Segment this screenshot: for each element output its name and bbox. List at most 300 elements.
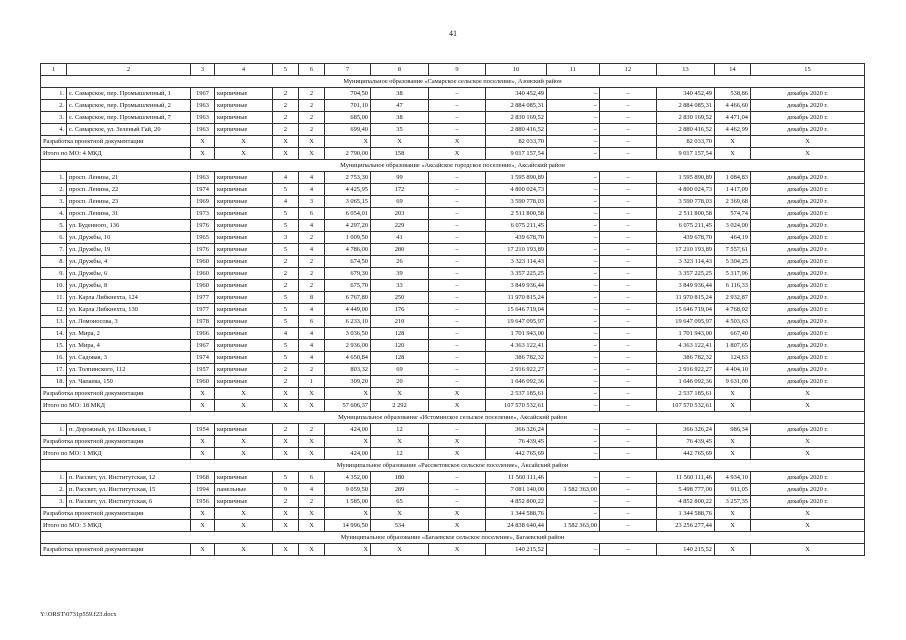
- table-cell: 69: [371, 196, 429, 208]
- summary-cell: X: [325, 544, 371, 556]
- table-cell: 5: [273, 220, 299, 232]
- column-number: 3: [191, 64, 215, 76]
- table-cell: 1960: [191, 256, 215, 268]
- table-cell: –: [547, 472, 600, 484]
- table-cell: 667,40: [715, 328, 751, 340]
- table-cell: 464,19: [715, 232, 751, 244]
- table-cell: ул. Дружбы, 8: [67, 280, 191, 292]
- table-cell: 1974: [191, 184, 215, 196]
- table-cell: 6: [299, 316, 325, 328]
- table-cell: 4 352,00: [325, 472, 371, 484]
- table-cell: 1.: [41, 472, 67, 484]
- summary-cell: X: [751, 436, 865, 448]
- table-cell: –: [429, 172, 486, 184]
- table-cell: 19 647 095,97: [486, 316, 547, 328]
- table-cell: ул. Мира, 4: [67, 340, 191, 352]
- table-cell: 386 782,32: [486, 352, 547, 364]
- summary-cell: X: [299, 136, 325, 148]
- table-cell: 6: [299, 208, 325, 220]
- summary-cell: X: [299, 544, 325, 556]
- housing-repair-table: [40, 63, 865, 556]
- table-cell: 14.: [41, 328, 67, 340]
- table-cell: декабрь 2020 г.: [751, 280, 865, 292]
- table-cell: 704,50: [325, 88, 371, 100]
- summary-cell: 424,00: [325, 448, 371, 460]
- table-cell: –: [547, 100, 600, 112]
- table-cell: 124,63: [715, 352, 751, 364]
- summary-cell: X: [429, 148, 486, 160]
- table-cell: кирпичные: [215, 352, 273, 364]
- table-cell: 4 363 122,41: [486, 340, 547, 352]
- table-cell: 2: [273, 268, 299, 280]
- table-cell: 2: [299, 100, 325, 112]
- table-cell: 1 807,65: [715, 340, 751, 352]
- table-cell: 38: [371, 88, 429, 100]
- table-cell: 309,20: [325, 376, 371, 388]
- table-cell: –: [429, 124, 486, 136]
- summary-cell: X: [751, 520, 865, 532]
- table-cell: 2: [299, 88, 325, 100]
- summary-cell: X: [429, 388, 486, 400]
- table-row: [41, 340, 865, 352]
- table-cell: п. Рассвет, ул. Институтская, 12: [67, 472, 191, 484]
- table-cell: 17 210 193,89: [657, 244, 715, 256]
- table-cell: 15.: [41, 340, 67, 352]
- table-cell: 47: [371, 100, 429, 112]
- table-cell: 1965: [191, 232, 215, 244]
- table-cell: ул. Чапаева, 150: [67, 376, 191, 388]
- table-cell: ул. Буденного, 136: [67, 220, 191, 232]
- table-cell: 11.: [41, 292, 67, 304]
- table-cell: 39: [371, 268, 429, 280]
- summary-cell: –: [600, 436, 657, 448]
- summary-label: Разработка проектной документации: [41, 136, 191, 148]
- table-cell: 9: [273, 484, 299, 496]
- summary-cell: –: [547, 136, 600, 148]
- table-cell: ул. Садовая, 3: [67, 352, 191, 364]
- table-cell: 2: [273, 124, 299, 136]
- table-cell: декабрь 2020 г.: [751, 304, 865, 316]
- summary-cell: X: [751, 136, 865, 148]
- table-cell: 2: [299, 232, 325, 244]
- table-cell: 5: [273, 208, 299, 220]
- table-cell: п. Рассвет, ул. Институтская, 6: [67, 496, 191, 508]
- table-cell: 20: [371, 376, 429, 388]
- table-row: [41, 244, 865, 256]
- table-cell: 4 650,84: [325, 352, 371, 364]
- summary-row: [41, 520, 865, 532]
- section-row: [41, 412, 865, 424]
- column-number: 2: [67, 64, 191, 76]
- table-cell: –: [429, 424, 486, 436]
- table-cell: кирпичные: [215, 88, 273, 100]
- table-cell: 2.: [41, 100, 67, 112]
- section-title: Муниципальное образование «Багаевское сельское поселение», Багаевский район: [41, 532, 865, 544]
- table-cell: кирпичные: [215, 268, 273, 280]
- table-cell: ул. Дружбы, 6: [67, 268, 191, 280]
- table-cell: –: [429, 292, 486, 304]
- table-cell: декабрь 2020 г.: [751, 268, 865, 280]
- table-cell: 3 357 225,25: [486, 268, 547, 280]
- summary-cell: X: [273, 448, 299, 460]
- table-cell: –: [429, 196, 486, 208]
- column-number: 6: [299, 64, 325, 76]
- table-cell: 1957: [191, 364, 215, 376]
- summary-cell: X: [215, 388, 273, 400]
- summary-cell: X: [429, 508, 486, 520]
- table-cell: 6 233,10: [325, 316, 371, 328]
- table-cell: –: [600, 184, 657, 196]
- summary-cell: –: [547, 508, 600, 520]
- summary-cell: X: [715, 544, 751, 556]
- table-cell: 7.: [41, 244, 67, 256]
- table-cell: –: [547, 268, 600, 280]
- table-cell: –: [547, 112, 600, 124]
- summary-cell: 2 537 185,61: [486, 388, 547, 400]
- table-cell: 9 631,00: [715, 376, 751, 388]
- table-cell: 2: [273, 100, 299, 112]
- table-cell: 1 582 363,00: [547, 484, 600, 496]
- table-cell: декабрь 2020 г.: [751, 316, 865, 328]
- column-number: 12: [600, 64, 657, 76]
- table-cell: –: [600, 424, 657, 436]
- summary-cell: X: [429, 400, 486, 412]
- table-cell: 3 590 778,03: [486, 196, 547, 208]
- column-number: 13: [657, 64, 715, 76]
- table-row: [41, 112, 865, 124]
- table-cell: кирпичные: [215, 496, 273, 508]
- table-cell: –: [429, 496, 486, 508]
- table-cell: 120: [371, 340, 429, 352]
- summary-cell: 9 017 157,54: [657, 148, 715, 160]
- table-cell: 12: [371, 424, 429, 436]
- table-cell: с. Самарское, ул. Зеленый Гай, 20: [67, 124, 191, 136]
- table-cell: 4 852 800,22: [657, 496, 715, 508]
- table-row: [41, 220, 865, 232]
- table-row: [41, 268, 865, 280]
- table-cell: 2 511 800,58: [657, 208, 715, 220]
- summary-cell: 107 570 532,61: [486, 400, 547, 412]
- summary-cell: X: [299, 388, 325, 400]
- section-title: Муниципальное образование «Рассветовское сельское поселение», Аксайский район: [41, 460, 865, 472]
- table-row: [41, 304, 865, 316]
- summary-row: [41, 148, 865, 160]
- table-cell: 1976: [191, 244, 215, 256]
- summary-cell: X: [429, 436, 486, 448]
- table-cell: 3 849 936,44: [486, 280, 547, 292]
- table-cell: 4: [299, 304, 325, 316]
- table-row: [41, 124, 865, 136]
- table-cell: ул. Дружбы, 4: [67, 256, 191, 268]
- table-cell: –: [547, 304, 600, 316]
- table-cell: –: [547, 328, 600, 340]
- table-cell: 2: [299, 112, 325, 124]
- table-cell: 2 830 169,52: [657, 112, 715, 124]
- table-cell: –: [429, 328, 486, 340]
- table-cell: кирпичные: [215, 424, 273, 436]
- table-cell: кирпичные: [215, 100, 273, 112]
- table-cell: 4 449,00: [325, 304, 371, 316]
- table-cell: 1967: [191, 88, 215, 100]
- table-cell: 41: [371, 232, 429, 244]
- table-cell: 1963: [191, 100, 215, 112]
- summary-cell: 57 606,37: [325, 400, 371, 412]
- table-cell: 4: [299, 484, 325, 496]
- table-cell: 366 326,24: [486, 424, 547, 436]
- table-cell: 6: [299, 472, 325, 484]
- table-row: [41, 184, 865, 196]
- summary-label: Разработка проектной документации: [41, 544, 191, 556]
- table-cell: 3 849 936,44: [657, 280, 715, 292]
- table-cell: декабрь 2020 г.: [751, 184, 865, 196]
- table-cell: –: [547, 196, 600, 208]
- summary-label: Разработка проектной документации: [41, 388, 191, 400]
- table-cell: декабрь 2020 г.: [751, 424, 865, 436]
- table-cell: кирпичные: [215, 340, 273, 352]
- table-row: [41, 472, 865, 484]
- table-row: [41, 232, 865, 244]
- table-row: [41, 196, 865, 208]
- summary-cell: X: [215, 520, 273, 532]
- table-cell: ул. Толпинского, 112: [67, 364, 191, 376]
- summary-cell: –: [547, 400, 600, 412]
- table-cell: 1978: [191, 316, 215, 328]
- footer-file-path: Y:\ORST\0731p559.f23.docx: [40, 611, 117, 618]
- table-cell: 172: [371, 184, 429, 196]
- column-number: 5: [273, 64, 299, 76]
- table-cell: –: [429, 208, 486, 220]
- summary-cell: X: [191, 388, 215, 400]
- summary-cell: X: [751, 388, 865, 400]
- summary-cell: –: [547, 388, 600, 400]
- table-cell: 229: [371, 220, 429, 232]
- table-cell: 2 880 416,52: [657, 124, 715, 136]
- section-title: Муниципальное образование «Самарское сельское поселение», Азовский район: [41, 76, 865, 88]
- summary-cell: –: [547, 436, 600, 448]
- table-cell: 1 009,50: [325, 232, 371, 244]
- table-cell: 2 830 169,52: [486, 112, 547, 124]
- table-cell: 4 852 800,22: [486, 496, 547, 508]
- table-cell: 439 678,70: [486, 232, 547, 244]
- table-cell: 8.: [41, 256, 67, 268]
- table-cell: 16.: [41, 352, 67, 364]
- table-cell: 4: [299, 352, 325, 364]
- table-cell: –: [547, 316, 600, 328]
- table-cell: 35: [371, 124, 429, 136]
- table-cell: декабрь 2020 г.: [751, 172, 865, 184]
- table-cell: декабрь 2020 г.: [751, 496, 865, 508]
- table-cell: –: [429, 472, 486, 484]
- table-cell: –: [600, 232, 657, 244]
- summary-cell: X: [273, 520, 299, 532]
- table-cell: –: [429, 280, 486, 292]
- table-cell: 4 471,04: [715, 112, 751, 124]
- summary-cell: X: [191, 400, 215, 412]
- summary-cell: X: [715, 388, 751, 400]
- table-cell: 2: [273, 280, 299, 292]
- table-cell: декабрь 2020 г.: [751, 364, 865, 376]
- summary-cell: X: [371, 388, 429, 400]
- summary-cell: X: [371, 436, 429, 448]
- table-cell: 17 210 193,89: [486, 244, 547, 256]
- table-cell: –: [600, 196, 657, 208]
- table-cell: 538,86: [715, 88, 751, 100]
- table-cell: –: [429, 484, 486, 496]
- table-cell: декабрь 2020 г.: [751, 124, 865, 136]
- table-cell: –: [600, 172, 657, 184]
- table-cell: 2 753,30: [325, 172, 371, 184]
- table-cell: кирпичные: [215, 124, 273, 136]
- table-cell: 1973: [191, 208, 215, 220]
- summary-cell: X: [715, 136, 751, 148]
- header-row: [41, 64, 865, 76]
- summary-cell: X: [751, 448, 865, 460]
- table-cell: кирпичные: [215, 256, 273, 268]
- section-row: [41, 160, 865, 172]
- table-cell: 33: [371, 280, 429, 292]
- table-row: [41, 328, 865, 340]
- table-cell: –: [547, 172, 600, 184]
- summary-cell: 2 292: [371, 400, 429, 412]
- table-row: [41, 208, 865, 220]
- table-cell: 99: [371, 172, 429, 184]
- table-cell: 2 884 085,31: [486, 100, 547, 112]
- table-cell: 3: [299, 196, 325, 208]
- table-cell: –: [600, 376, 657, 388]
- summary-cell: 12: [371, 448, 429, 460]
- table-cell: панельные: [215, 484, 273, 496]
- table-cell: 3 257,35: [715, 496, 751, 508]
- summary-cell: X: [273, 400, 299, 412]
- summary-cell: –: [600, 388, 657, 400]
- table-cell: 5.: [41, 220, 67, 232]
- summary-cell: X: [215, 136, 273, 148]
- table-cell: 1963: [191, 172, 215, 184]
- table-cell: –: [600, 244, 657, 256]
- table-cell: 1 417,09: [715, 184, 751, 196]
- table-cell: –: [429, 220, 486, 232]
- summary-cell: 76 439,45: [486, 436, 547, 448]
- table-cell: кирпичные: [215, 244, 273, 256]
- table-cell: 4 800 024,73: [486, 184, 547, 196]
- summary-cell: X: [273, 544, 299, 556]
- table-cell: 2: [299, 496, 325, 508]
- table-cell: 65: [371, 496, 429, 508]
- table-cell: –: [547, 208, 600, 220]
- table-cell: 4 297,20: [325, 220, 371, 232]
- table-cell: 2: [299, 364, 325, 376]
- table-cell: 3 323 114,43: [486, 256, 547, 268]
- table-cell: декабрь 2020 г.: [751, 292, 865, 304]
- table-cell: 2: [273, 112, 299, 124]
- table-cell: ул. Дружбы, 10: [67, 232, 191, 244]
- table-cell: 386 782,32: [657, 352, 715, 364]
- summary-cell: X: [191, 520, 215, 532]
- column-number: 11: [547, 64, 600, 76]
- table-cell: –: [600, 220, 657, 232]
- table-cell: –: [429, 88, 486, 100]
- summary-cell: 24 838 640,44: [486, 520, 547, 532]
- table-cell: 366 326,24: [657, 424, 715, 436]
- table-row: [41, 496, 865, 508]
- summary-cell: X: [191, 436, 215, 448]
- column-number: 8: [371, 64, 429, 76]
- table-cell: 2 916 922,27: [657, 364, 715, 376]
- table-cell: –: [547, 424, 600, 436]
- table-cell: 2.: [41, 484, 67, 496]
- table-cell: 3 590 778,03: [657, 196, 715, 208]
- table-cell: 69: [371, 364, 429, 376]
- column-number: 15: [751, 64, 865, 76]
- table-cell: с. Самарское, пер. Промышленный, 7: [67, 112, 191, 124]
- table-row: [41, 376, 865, 388]
- table-cell: 1977: [191, 304, 215, 316]
- summary-cell: X: [299, 148, 325, 160]
- table-cell: кирпичные: [215, 304, 273, 316]
- summary-label: Разработка проектной документации: [41, 508, 191, 520]
- summary-cell: X: [751, 400, 865, 412]
- summary-cell: –: [600, 148, 657, 160]
- table-cell: ул. Карла Либкнехта, 130: [67, 304, 191, 316]
- table-cell: декабрь 2020 г.: [751, 196, 865, 208]
- table-cell: 340 452,49: [486, 88, 547, 100]
- table-cell: 17.: [41, 364, 67, 376]
- section-title: Муниципальное образование «Аксайское городское поселение», Аксайский район: [41, 160, 865, 172]
- table-cell: 3.: [41, 196, 67, 208]
- table-cell: 3.: [41, 496, 67, 508]
- section-row: [41, 460, 865, 472]
- table-cell: 2 916 922,27: [486, 364, 547, 376]
- table-cell: 439 678,70: [657, 232, 715, 244]
- summary-cell: X: [715, 448, 751, 460]
- table-cell: 5: [273, 304, 299, 316]
- summary-cell: X: [751, 544, 865, 556]
- summary-cell: X: [299, 520, 325, 532]
- table-cell: –: [547, 340, 600, 352]
- table-cell: 11 560 111,46: [657, 472, 715, 484]
- summary-cell: 140 215,52: [486, 544, 547, 556]
- table-cell: п. Дорожный, ул. Школьная, 1: [67, 424, 191, 436]
- table-cell: 3 024,00: [715, 220, 751, 232]
- table-cell: 1 646 092,36: [657, 376, 715, 388]
- table-cell: 1.: [41, 172, 67, 184]
- table-cell: кирпичные: [215, 328, 273, 340]
- table-cell: 6.: [41, 232, 67, 244]
- summary-cell: X: [191, 508, 215, 520]
- section-title: Муниципальное образование «Истоминское сельское поселение», Аксайский район: [41, 412, 865, 424]
- table-cell: 2 511 800,58: [486, 208, 547, 220]
- table-cell: 2 369,68: [715, 196, 751, 208]
- table-cell: 6 116,33: [715, 280, 751, 292]
- table-row: [41, 280, 865, 292]
- table-row: [41, 172, 865, 184]
- summary-cell: X: [751, 508, 865, 520]
- table-cell: 6 054,01: [325, 208, 371, 220]
- table-cell: 6 075 211,45: [657, 220, 715, 232]
- summary-row: [41, 508, 865, 520]
- table-cell: 5 304,25: [715, 256, 751, 268]
- table-cell: 26: [371, 256, 429, 268]
- table-cell: –: [600, 352, 657, 364]
- table-cell: 5: [273, 184, 299, 196]
- table-cell: 1956: [191, 496, 215, 508]
- summary-cell: 1 344 588,76: [657, 508, 715, 520]
- summary-cell: –: [547, 544, 600, 556]
- table-cell: кирпичные: [215, 208, 273, 220]
- table-cell: 4: [299, 244, 325, 256]
- table-cell: 2: [273, 424, 299, 436]
- summary-cell: X: [371, 508, 429, 520]
